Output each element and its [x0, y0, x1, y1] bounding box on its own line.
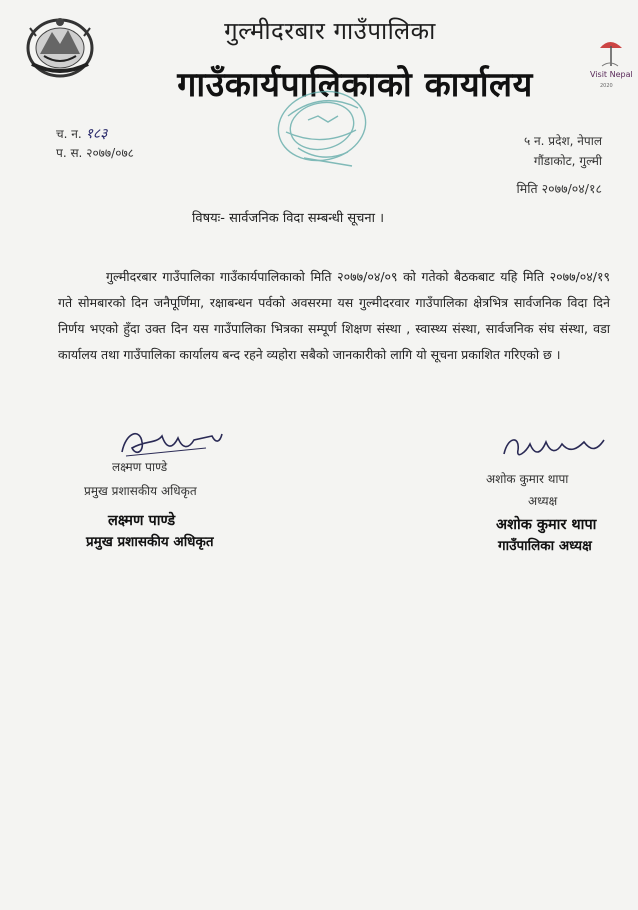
right-signatory-name: अशोक कुमार थापा	[486, 472, 569, 486]
right-stamp-name: अशोक कुमार थापा	[496, 517, 597, 533]
date	[517, 180, 603, 197]
date-value: २०७७/०४/१८	[541, 181, 602, 196]
nepal-emblem-icon	[22, 14, 98, 80]
office-stamp-icon	[268, 86, 376, 178]
address-line-2: गौंडाकोट, गुल्मी	[533, 154, 602, 168]
date-label: मिति	[516, 181, 538, 196]
visit-nepal-logo-year: 2020	[600, 83, 613, 89]
chalani-label: च. न.	[56, 127, 82, 141]
fiscal-year-value: २०७७/०७८	[86, 146, 134, 160]
left-signatory-title: प्रमुख प्रशासकीय अधिकृत	[84, 484, 197, 498]
subject-line	[192, 208, 384, 226]
right-stamp-title: गाउँपालिका अध्यक्ष	[498, 538, 592, 554]
visit-nepal-logo-text: Visit Nepal	[590, 70, 633, 79]
fiscal-year-label: प. स.	[56, 146, 83, 160]
chalani-value: १८३	[85, 126, 108, 142]
chalani-number	[56, 124, 107, 143]
fiscal-year	[56, 144, 134, 161]
subject-label: विषयः-	[192, 211, 225, 226]
subject-text: सार्वजनिक विदा सम्बन्धी सूचना ।	[229, 211, 385, 226]
left-stamp-name: लक्ष्मण पाण्डे	[108, 513, 176, 529]
left-stamp-title: प्रमुख प्रशासकीय अधिकृत	[86, 534, 214, 550]
signature-left-icon	[116, 422, 226, 462]
office-title: गाउँकार्यपालिकाको कार्यालय	[177, 65, 533, 105]
signature-right-icon	[500, 430, 610, 464]
left-signatory-name: लक्ष्मण पाण्डे	[112, 460, 168, 474]
notice-body: गुल्मीदरबार गाउँपालिका गाउँकार्यपालिकाको मिति २०७७/०४/०९ को गतेको बैठकबाट यहि मिति २०७७/०४/१९ गते सोमबारको दिन जनैपूर्णिमा, रक्षाबन्धन पर्वको अवसरमा यस गुल्मीदरवार गाउँपालिका क्षेत्रभित्र सार्वजनिक विदा दिने निर्णय भएको हुँदा उक्त दिन यस गाउँपालिका भित्रका सम्पूर्ण शिक्षण संस्था , स्वास्थ्य संस्था, सार्वजनिक संघ संस्था, वडा कार्यालय तथा गाउँपालिका कार्यालय बन्द रहने व्यहोरा सबैको जानकारीको लागि यो सूचना प्रकाशित गरिएको छ ।	[58, 269, 610, 362]
right-signatory-title: अध्यक्ष	[528, 494, 558, 508]
municipality-name: गुल्मीदरबार गाउँपालिका	[224, 17, 436, 45]
address-line-1: ५ न. प्रदेश, नेपाल	[523, 134, 602, 148]
